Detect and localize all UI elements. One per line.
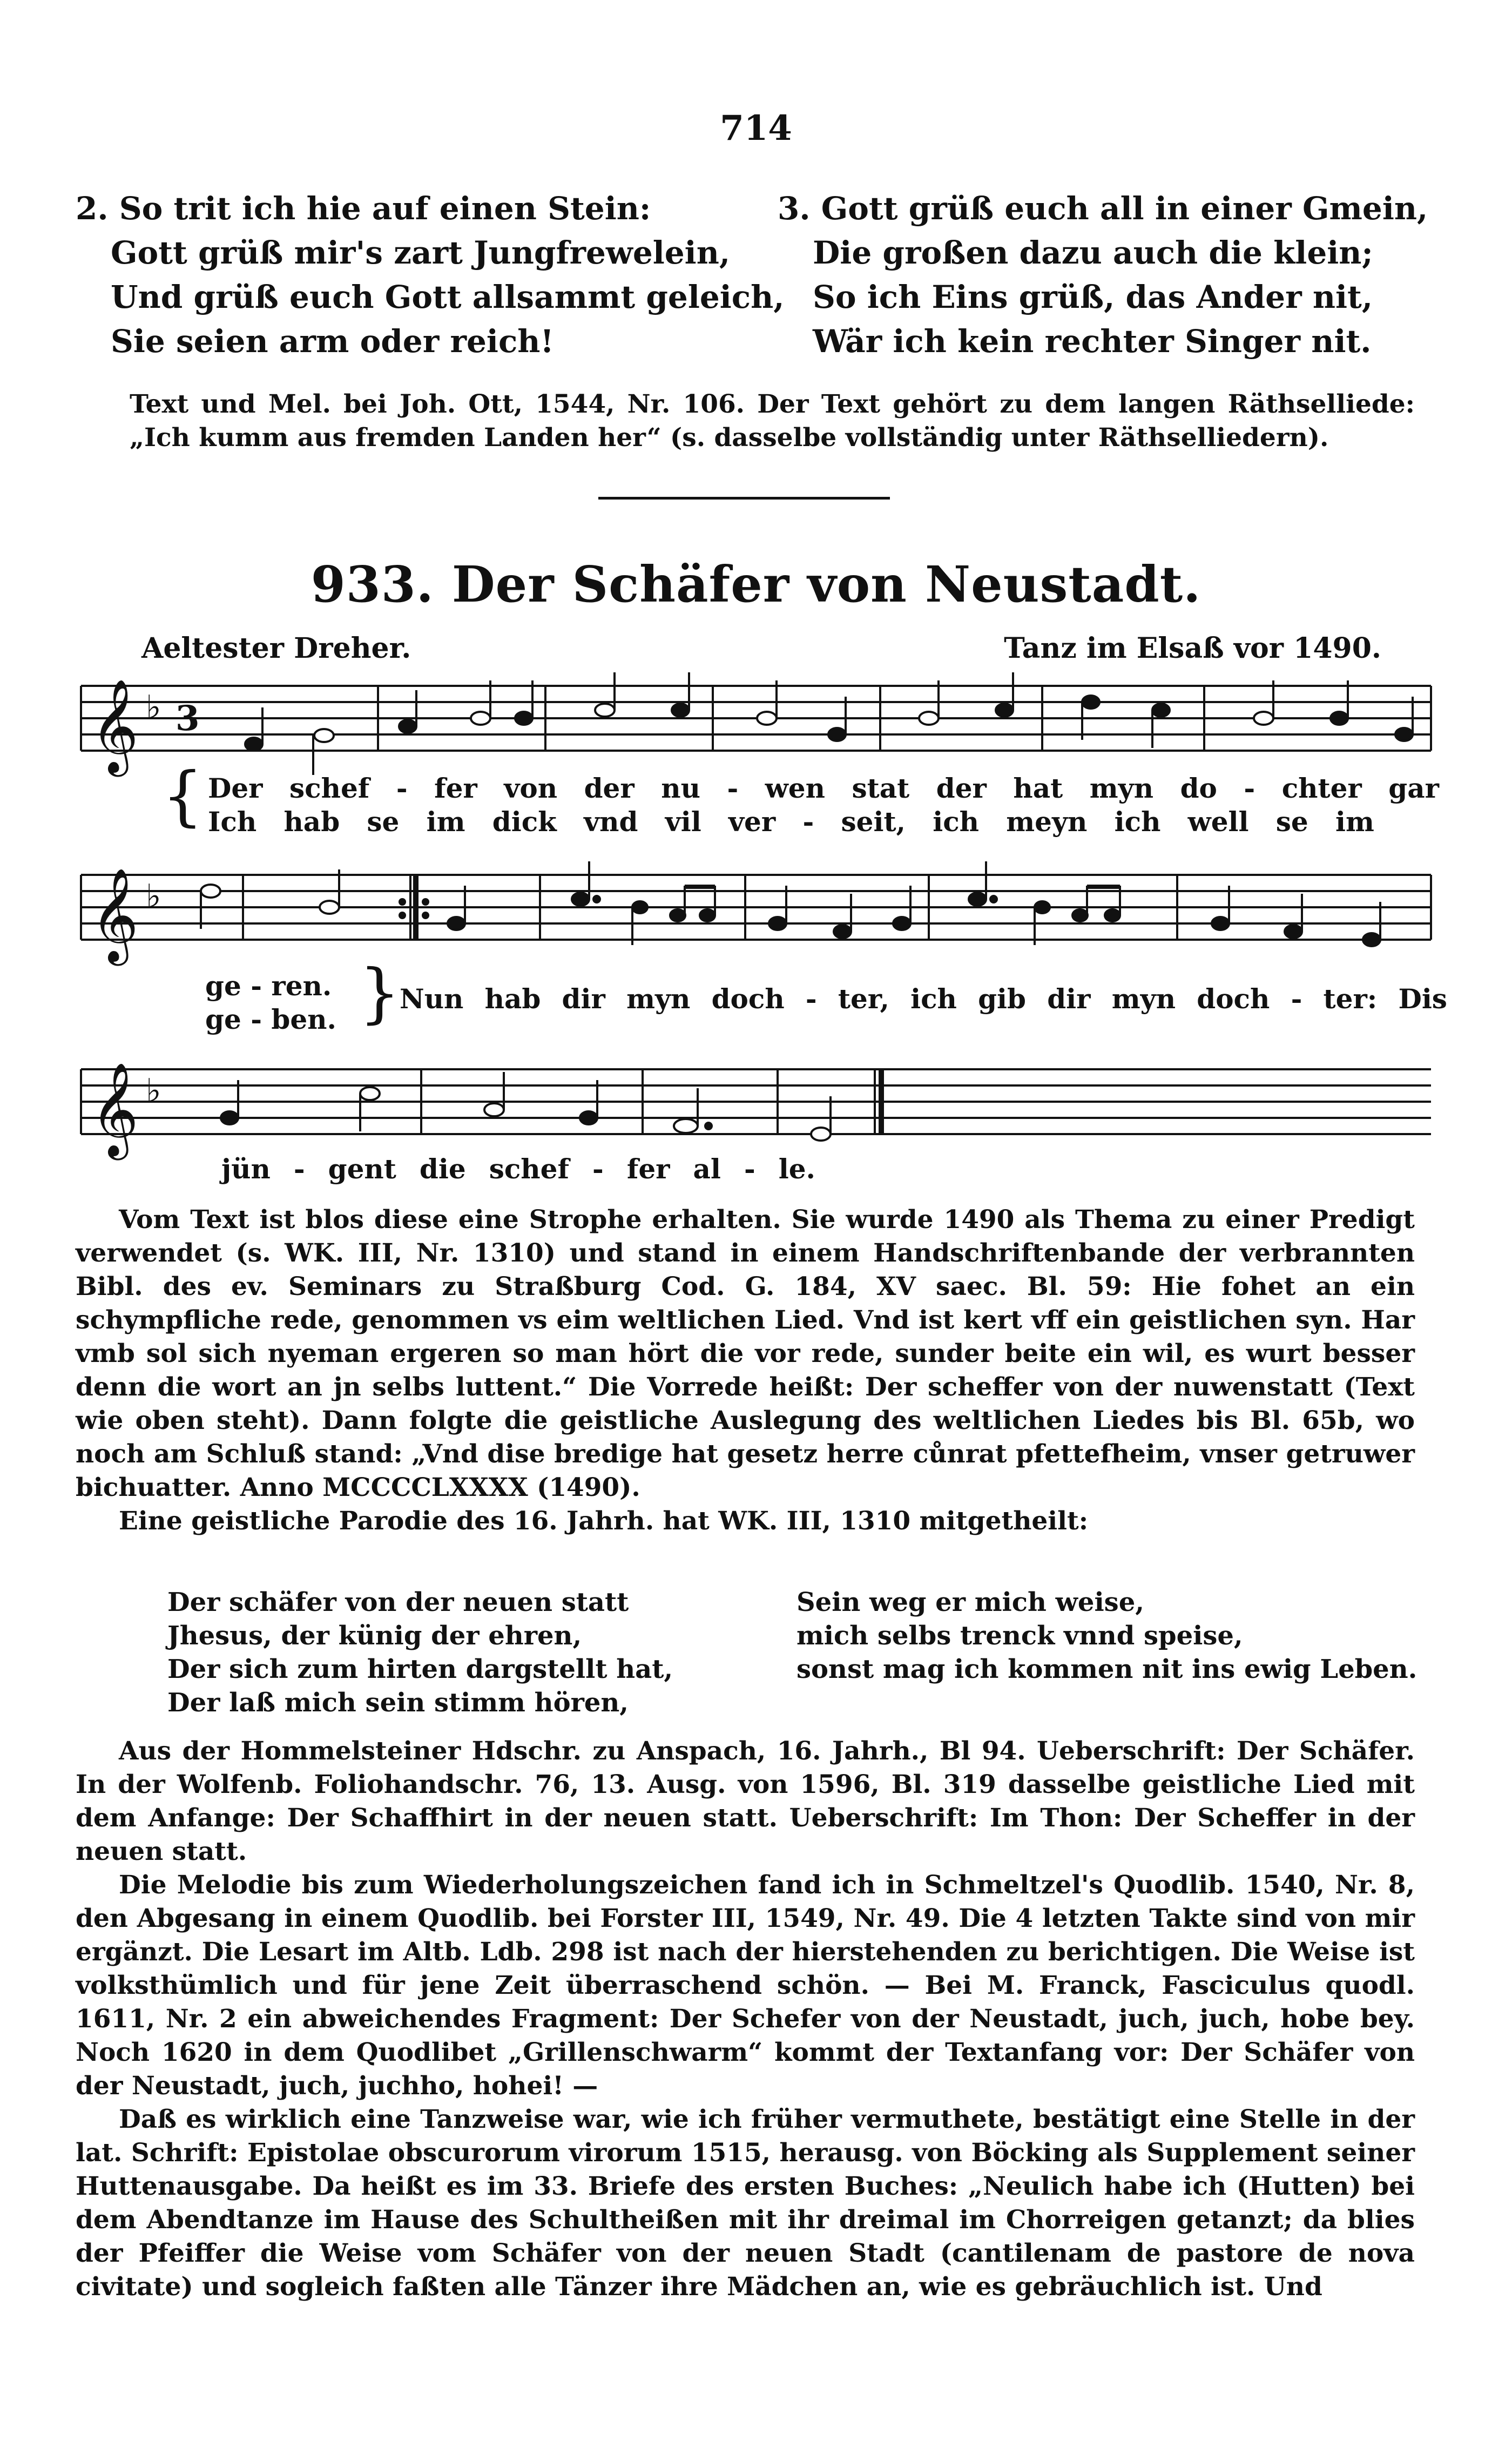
music-staff-2 xyxy=(76,848,1436,967)
verse-line: Gott grüß mir's zart Jungfrewelein, xyxy=(111,234,731,271)
verse-line: Die großen dazu auch die klein; xyxy=(813,234,1373,271)
flat-icon: ♭ xyxy=(146,878,161,915)
staff-1-lyrics-a: Der schef - fer von der nu - wen stat der hat myn do - chter gar xyxy=(208,772,1439,804)
time-signature: 3 xyxy=(176,698,200,739)
commentary-paragraph: Daß es wirklich eine Tanzweise war, wie ich früher vermuthete, bestätigt eine Stelle in der lat. Schrift: Epistolae obscurorum virorum 1515, herausg. von Böcking als Supplement seiner Huttenausgabe. Da heißt es im 33. Briefe des ersten Buches: „Neulich habe ich (Hutten) bei dem Abendtanze im Hause des Schultheißen mit ihr dreimal im Chorreigen getanzt; da blies der Pfeiffer die Weise vom Schäfer von der neuen Stadt (cantilenam de pastore de nova civitate) und sogleich faßten alle Tänzer ihre Mädchen an, wie es gebräuchlich ist. Und xyxy=(76,2105,1415,2302)
verse-line: Sie seien arm oder reich! xyxy=(111,323,554,360)
parody-right-column: Sein weg er mich weise, mich selbs trenck vnnd speise, sonst mag ich kommen nit ins ewig Leben. xyxy=(796,1587,1418,1684)
staff-2-lyrics-left: ge - ren. ge - ben. xyxy=(205,970,336,1035)
commentary-continued xyxy=(76,1735,1415,2304)
verse-3 xyxy=(778,186,1428,363)
separator-rule xyxy=(598,497,890,500)
staff-1-lyrics-b: Ich hab se im dick vnd vil ver - seit, ich meyn ich well se im xyxy=(208,806,1374,838)
treble-clef-icon: 𝄞 xyxy=(91,679,139,773)
verse-line: Wär ich kein rechter Singer nit. xyxy=(813,323,1372,360)
melody-caption-left: Aeltester Dreher. xyxy=(141,632,411,665)
commentary-paragraph: Die Melodie bis zum Wiederholungszeichen fand ich in Schmeltzel's Quodlib. 1540, Nr. 8, den Abgesang in einem Quodlib. bei Forster III, 1549, Nr. 49. Die 4 letzten Takte sind von mir ergänzt. Die Lesart im Altb. Ldb. 298 ist nach der hierstehenden zu berichtigen. Die Weise ist volksthümlich und für jene Zeit überraschend schön. — Bei M. Franck, Fasciculus quodl. 1611, Nr. 2 ein abweichendes Fragment: Der Schefer von der Neustadt, juch, juch, hobe bey. Noch 1620 in dem Quodlibet „Grillenschwarm“ kommt der Textanfang vor: Der Schäfer von der Neustadt, juch, juchho, hohei! — xyxy=(76,1870,1415,2101)
melody-caption-right: Tanz im Elsaß vor 1490. xyxy=(1004,632,1381,665)
commentary xyxy=(76,1203,1415,1538)
treble-clef-icon: 𝄞 xyxy=(91,1062,139,1156)
commentary-paragraph: Aus der Hommelsteiner Hdschr. zu Anspach, 16. Jahrh., Bl 94. Ueberschrift: Der Schäfer. In der Wolfenb. Foliohandschr. 76, 13. Ausg. von 1596, Bl. 319 dasselbe geistliche Lied mit dem Anfange: Der Schaffhirt in der neuen statt. Ueberschrift: Im Thon: Der Scheffer in der neuen statt. xyxy=(76,1736,1415,1866)
flat-icon: ♭ xyxy=(146,689,161,726)
verse-line: Und grüß euch Gott allsammt geleich, xyxy=(111,279,785,315)
verse-line: 2. So trit ich hie auf einen Stein: xyxy=(76,190,651,227)
staff-2-lyrics-refrain: Nun hab dir myn doch - ter, ich gib dir myn doch - ter: Dis xyxy=(400,983,1447,1015)
page-number: 714 xyxy=(720,108,792,149)
staff-3-lyrics: jün - gent die schef - fer al - le. xyxy=(221,1153,815,1185)
treble-clef-icon: 𝄞 xyxy=(91,868,139,962)
verse-2 xyxy=(76,186,784,363)
verse-line: So ich Eins grüß, das Ander nit, xyxy=(813,279,1373,315)
music-staff-3 xyxy=(76,1042,1436,1161)
commentary-paragraph: Eine geistliche Parodie des 16. Jahrh. hat WK. III, 1310 mitgetheilt: xyxy=(119,1506,1089,1536)
staff-3-notes xyxy=(221,1072,831,1141)
source-note: Text und Mel. bei Joh. Ott, 1544, Nr. 106. Der Text gehört zu dem langen Räthselliede: „Ich kumm aus fremden Landen her“ (s. dasselbe vollständig unter Räthselliedern). xyxy=(130,389,1415,453)
staff-1-notes xyxy=(245,672,1413,775)
verse-line: 3. Gott grüß euch all in einer Gmein, xyxy=(778,190,1428,227)
lyrics-brace: } xyxy=(359,956,401,1031)
flat-icon: ♭ xyxy=(146,1072,161,1110)
lyrics-brace: { xyxy=(162,759,204,834)
parody-left-column: Der schäfer von der neuen statt Jhesus, der künig der ehren, Der sich zum hirten dargstellt hat, Der laß mich sein stimm hören, xyxy=(167,1587,673,1718)
song-title: 933. Der Schäfer von Neustadt. xyxy=(310,555,1202,613)
commentary-paragraph: Vom Text ist blos diese eine Strophe erhalten. Sie wurde 1490 als Thema zu einer Predigt verwendet (s. WK. III, Nr. 1310) und stand in einem Handschriftenbande der verbrannten Bibl. des ev. Seminars zu Straßburg Cod. G. 184, XV saec. Bl. 59: Hie fohet an ein schympfliche rede, genommen vs eim weltlichen Lied. Vnd ist kert vff ein geistlichen syn. Har vmb sol sich nyeman ergeren so man hört die vor rede, sunder beite ein wil, es wurt besser denn die wort an jn selbs luttent.“ Die Vorrede heißt: Der scheffer von der nuwenstatt (Text wie oben steht). Dann folgte die geistliche Auslegung des weltlichen Liedes bis Bl. 65b, wo noch am Schluß stand: „Vnd dise bredige hat gesetz herre cůnrat pfettefheim, vnser getruwer bichuatter. Anno MCCCCLXXXX (1490). xyxy=(76,1205,1415,1502)
